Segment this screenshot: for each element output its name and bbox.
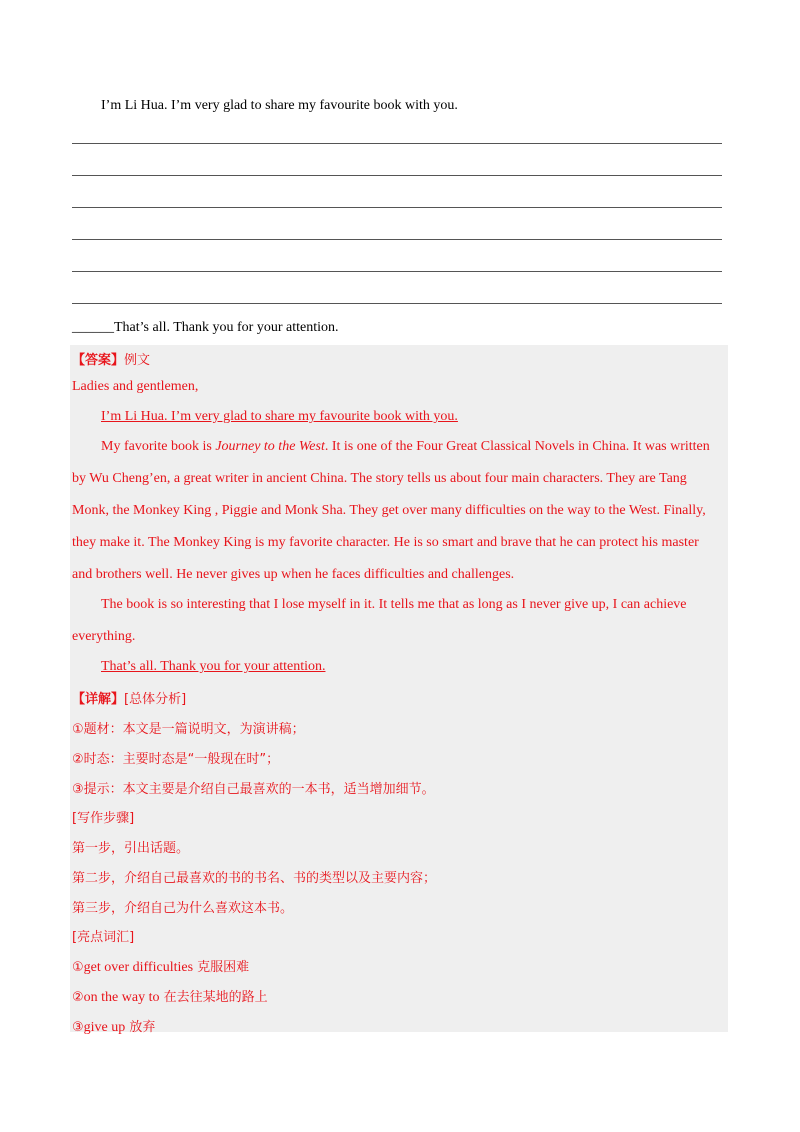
step-item: 第一步，引出话题。 bbox=[72, 841, 190, 856]
answer-p2-line1: The book is so interesting that I lose myself in it. It tells me that as long as I never give up, I can achieve bbox=[101, 597, 687, 612]
prompt-opening: I’m Li Hua. I’m very glad to share my favourite book with you. bbox=[101, 98, 458, 113]
writing-line bbox=[72, 303, 722, 304]
answer-p2-line2: everything. bbox=[72, 629, 136, 644]
prompt-closing: That’s all. Thank you for your attention. bbox=[114, 320, 339, 335]
answer-opening: I’m Li Hua. I’m very glad to share my favourite book with you. bbox=[101, 409, 458, 424]
writing-line bbox=[72, 143, 722, 144]
step-item: 第二步，介绍自己最喜欢的书的书名、书的类型以及主要内容； bbox=[72, 871, 437, 886]
writing-line bbox=[72, 175, 722, 176]
writing-line bbox=[72, 271, 722, 272]
answer-label: 【答案】 bbox=[72, 353, 125, 368]
vocab-en: give up bbox=[83, 1020, 126, 1035]
answer-greeting: Ladies and gentlemen, bbox=[72, 379, 199, 394]
answer-closing: That’s all. Thank you for your attention. bbox=[101, 659, 326, 674]
step-item: 第三步，介绍自己为什么喜欢这本书。 bbox=[72, 901, 294, 916]
vocab-num: ① bbox=[72, 960, 84, 975]
answer-p1-line3: Monk, the Monkey King , Piggie and Monk Sha. They get over many difficulties on the way to the West. Finally, bbox=[72, 503, 706, 518]
writing-line bbox=[72, 239, 722, 240]
vocab-num: ② bbox=[72, 990, 84, 1005]
explain-item: ③提示：本文主要是介绍自己最喜欢的一本书，适当增加细节。 bbox=[72, 782, 435, 797]
prompt-closing-line bbox=[72, 320, 338, 336]
writing-line bbox=[72, 207, 722, 208]
vocab-num: ③ bbox=[72, 1020, 84, 1035]
vocab-item bbox=[72, 986, 268, 1006]
explain-label: 【详解】 bbox=[72, 692, 125, 707]
vocab-cn: 克服困难 bbox=[193, 960, 250, 975]
answer-p1-line1 bbox=[101, 439, 710, 455]
answer-heading bbox=[72, 349, 150, 369]
answer-p1-line2: by Wu Cheng’en, a great writer in ancient China. The story tells us about four main characters. They are Tang bbox=[72, 471, 687, 486]
vocab-cn: 放弃 bbox=[125, 1020, 156, 1035]
explain-heading bbox=[72, 688, 186, 708]
explain-item: ①题材：本文是一篇说明文，为演讲稿； bbox=[72, 722, 305, 737]
p1-before: My favorite book is bbox=[101, 439, 216, 454]
answer-p1-line5: and brothers well. He never gives up when he faces difficulties and challenges. bbox=[72, 567, 515, 582]
vocab-en: on the way to bbox=[83, 990, 160, 1005]
vocab-item bbox=[72, 956, 249, 976]
vocab-en: get over difficulties bbox=[83, 960, 194, 975]
vocab-item bbox=[72, 1016, 155, 1036]
p1-after: . It is one of the Four Great Classical Novels in China. It was written bbox=[324, 439, 710, 454]
vocab-cn: 在去往某地的路上 bbox=[159, 990, 268, 1005]
answer-label-suffix: 例文 bbox=[124, 353, 151, 368]
book-title: Journey to the West bbox=[215, 439, 325, 454]
answer-p1-line4: they make it. The Monkey King is my favorite character. He is so smart and brave that he can protect his master bbox=[72, 535, 699, 550]
closing-blank: ______ bbox=[72, 320, 114, 335]
explain-item: ②时态：主要时态是“一般现在时”； bbox=[72, 752, 280, 767]
vocab-label: [亮点词汇] bbox=[72, 930, 135, 945]
explain-label-suffix: [总体分析] bbox=[124, 692, 187, 707]
steps-label: [写作步骤] bbox=[72, 811, 135, 826]
